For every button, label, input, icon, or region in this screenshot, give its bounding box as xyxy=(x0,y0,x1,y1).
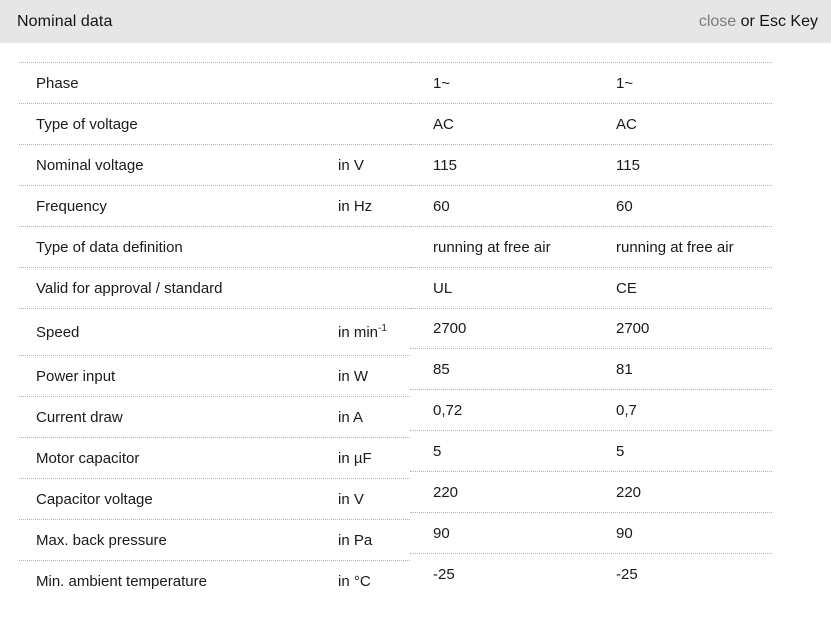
row-unit: in Pa xyxy=(338,531,373,549)
value-cell-2: AC xyxy=(616,115,637,133)
row-unit: in Hz xyxy=(338,197,373,215)
table-row xyxy=(19,355,410,396)
page-title: Nominal data xyxy=(17,12,113,30)
values-column-group xyxy=(410,62,772,594)
row-label: Capacitor voltage xyxy=(36,490,153,508)
value-cell-2: 115 xyxy=(616,156,640,174)
table-row xyxy=(410,226,772,267)
row-label: Motor capacitor xyxy=(36,449,140,467)
value-cell-1: UL xyxy=(433,279,453,297)
esc-key-hint: or Esc Key xyxy=(736,12,818,30)
table-row xyxy=(410,144,772,185)
row-label: Power input xyxy=(36,367,116,385)
value-cell-2: 5 xyxy=(616,442,625,460)
value-cell-2: CE xyxy=(616,279,637,297)
table-row xyxy=(19,396,410,437)
row-unit: in V xyxy=(338,156,364,174)
table-row xyxy=(19,103,410,144)
value-cell-2: 60 xyxy=(616,197,633,215)
row-unit-exponent: -1 xyxy=(378,323,387,334)
row-label: Type of data definition xyxy=(36,238,183,256)
row-unit xyxy=(338,324,410,341)
row-unit: in W xyxy=(338,367,368,385)
table-row xyxy=(19,267,410,308)
table-row xyxy=(410,389,772,430)
value-cell-1: 90 xyxy=(433,524,450,542)
value-cell-1: 1~ xyxy=(433,74,451,92)
row-unit: in V xyxy=(338,490,364,508)
table-row xyxy=(19,478,410,519)
value-cell-1: 2700 xyxy=(433,320,467,337)
table-row xyxy=(19,226,410,267)
row-unit: in °C xyxy=(338,572,371,590)
row-label: Frequency xyxy=(36,197,107,215)
table-row xyxy=(410,185,772,226)
value-cell-2: 0,7 xyxy=(616,401,637,419)
row-label: Phase xyxy=(36,74,79,92)
value-cell-2: 1~ xyxy=(616,74,634,92)
value-cell-1: 0,72 xyxy=(433,401,463,419)
table-row xyxy=(19,185,410,226)
row-label: Type of voltage xyxy=(36,115,138,133)
row-unit: in A xyxy=(338,408,364,426)
value-cell-1: 115 xyxy=(433,156,457,174)
table-row xyxy=(19,519,410,560)
table-row xyxy=(410,512,772,553)
table-row xyxy=(410,430,772,471)
value-cell-1: 60 xyxy=(433,197,450,215)
labels-units-column-group xyxy=(19,62,410,601)
value-cell-2: -25 xyxy=(616,565,638,583)
value-cell-1: -25 xyxy=(433,565,455,583)
nominal-data-table xyxy=(19,62,772,601)
row-unit: in µF xyxy=(338,449,372,467)
close-hint xyxy=(699,13,818,31)
row-label: Valid for approval / standard xyxy=(36,279,223,297)
table-row xyxy=(410,308,772,348)
table-row xyxy=(19,62,410,103)
table-row xyxy=(410,103,772,144)
table-row xyxy=(19,144,410,185)
value-cell-1: 5 xyxy=(433,442,442,460)
table-row xyxy=(19,437,410,478)
value-cell-1: 220 xyxy=(433,483,459,501)
table-row xyxy=(410,553,772,594)
row-label: Current draw xyxy=(36,408,123,426)
value-cell-1: running at free air xyxy=(433,238,551,256)
modal-header xyxy=(0,0,831,43)
row-unit-base: in min xyxy=(338,323,379,341)
table-row xyxy=(410,471,772,512)
row-label: Max. back pressure xyxy=(36,531,167,549)
row-label: Nominal voltage xyxy=(36,156,144,174)
close-button[interactable]: close xyxy=(698,12,737,30)
table-row xyxy=(410,267,772,308)
table-row xyxy=(19,560,410,601)
value-cell-1: AC xyxy=(433,115,454,133)
row-label: Min. ambient temperature xyxy=(36,572,207,590)
row-label: Speed xyxy=(36,323,80,341)
value-cell-2: running at free air xyxy=(616,238,734,256)
value-cell-2: 220 xyxy=(616,483,642,501)
value-cell-1: 85 xyxy=(433,360,450,378)
table-row xyxy=(410,62,772,103)
table-row xyxy=(410,348,772,389)
value-cell-2: 2700 xyxy=(616,320,650,337)
table-row xyxy=(19,308,410,355)
value-cell-2: 90 xyxy=(616,524,633,542)
value-cell-2: 81 xyxy=(616,360,633,378)
